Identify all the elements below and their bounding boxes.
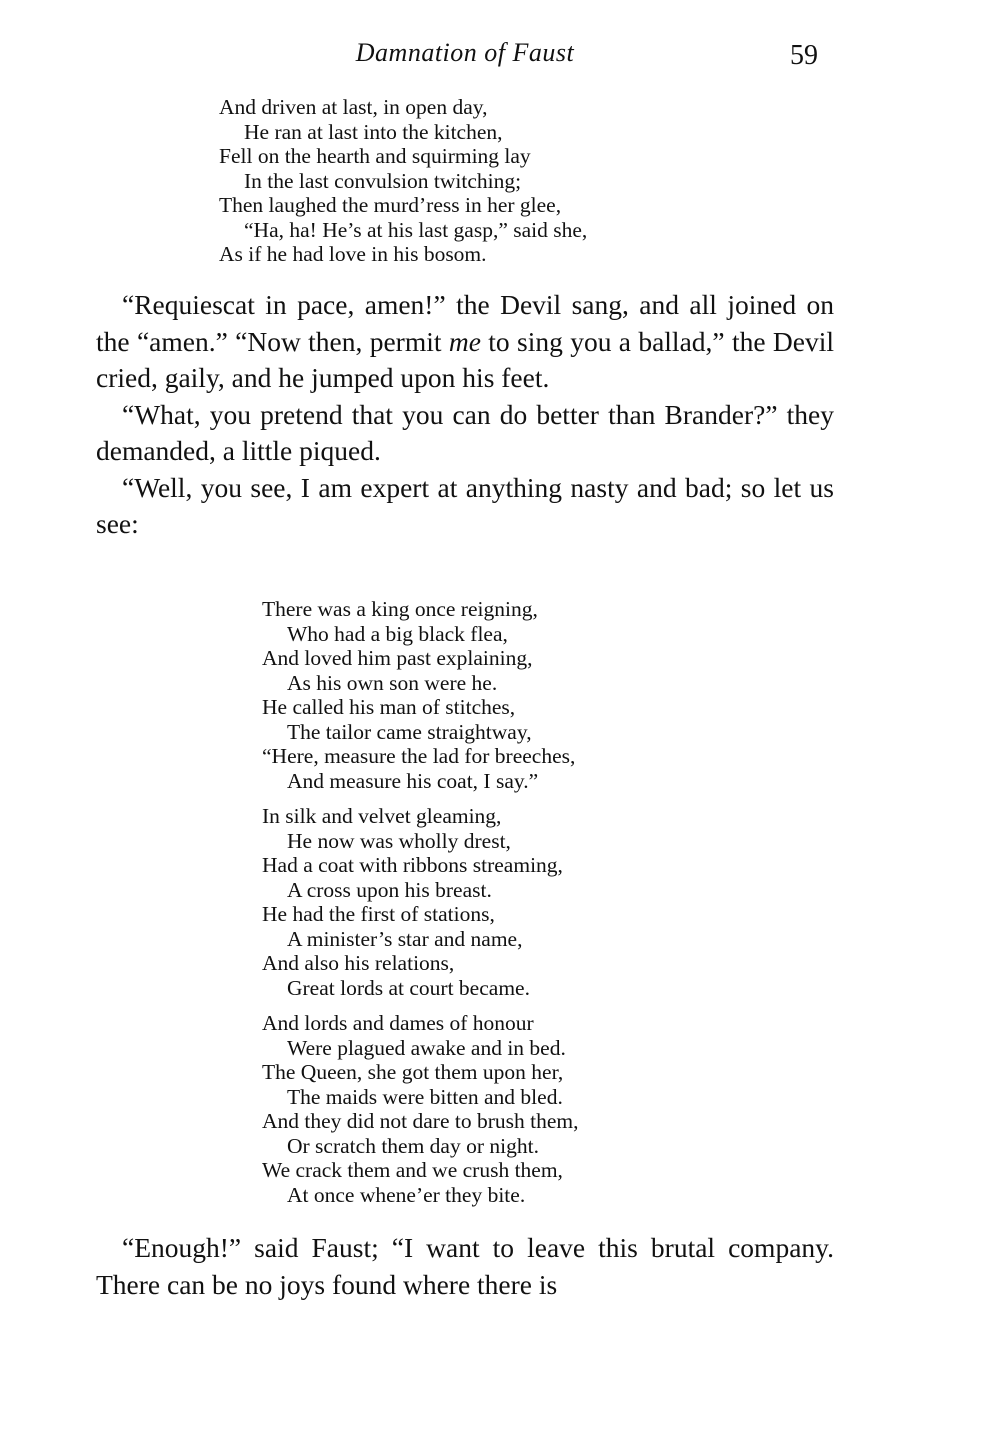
ballad-stanza <box>262 597 578 793</box>
verse-line: At once whene’er they bite. <box>287 1182 526 1207</box>
prose-paragraph: “Enough!” said Faust; “I want to leave this brutal company. There can be no joys found where there is <box>96 1232 834 1300</box>
ballad-stanza <box>262 804 578 1000</box>
prose-paragraph <box>96 287 834 397</box>
verse-line: He had the first of stations, <box>262 902 495 926</box>
verse-line: Or scratch them day or night. <box>287 1133 539 1158</box>
prose-emphasis: me <box>448 325 481 357</box>
ballad-stanza <box>262 1011 578 1207</box>
verse-line: And driven at last, in open day, <box>219 95 488 119</box>
verse-line: And measure his coat, I say.” <box>287 768 539 793</box>
verse-line: And also his relations, <box>262 951 455 975</box>
verse-line: The tailor came straightway, <box>287 719 532 744</box>
verse-line: And they did not dare to brush them, <box>262 1109 579 1133</box>
verse-line: As if he had love in his bosom. <box>219 242 487 266</box>
verse-line: A minister’s star and name, <box>287 926 523 951</box>
verse-line: He now was wholly drest, <box>287 828 511 853</box>
verse-line: Who had a big black flea, <box>287 621 508 646</box>
ballad-verse <box>262 597 578 1218</box>
verse-line: We crack them and we crush them, <box>262 1158 563 1182</box>
verse-line: As his own son were he. <box>287 670 498 695</box>
prose-paragraph: “What, you pretend that you can do better than Brander?” they demanded, a little piqued. <box>96 398 834 466</box>
verse-line: “Here, measure the lad for breeches, <box>262 744 576 768</box>
verse-line: And lords and dames of honour <box>262 1011 534 1035</box>
prose-block-2 <box>96 1230 834 1303</box>
prose-block-1 <box>96 287 834 543</box>
page-number: 59 <box>790 40 818 71</box>
prose-paragraph: “Well, you see, I am expert at anything nasty and bad; so let us see: <box>96 471 834 539</box>
prose-text: “Requiescat in pace, amen!” the Devil sang, and all joined on the “amen.” “Now then, permit <box>96 289 834 357</box>
verse-line: Then laughed the murd’ress in her glee, <box>219 193 562 217</box>
running-title: Damnation of Faust <box>355 38 575 67</box>
verse-line: A cross upon his breast. <box>287 877 492 902</box>
verse-line: He called his man of stitches, <box>262 695 516 719</box>
verse-line: He ran at last into the kitchen, <box>244 119 503 144</box>
verse-line: And loved him past explaining, <box>262 646 533 670</box>
verse-line: The maids were bitten and bled. <box>287 1084 563 1109</box>
verse-line: In the last convulsion twitching; <box>244 168 522 193</box>
verse-line: Great lords at court became. <box>287 975 530 1000</box>
prose-text: to sing you a ballad,” the Devil cried, gaily, and he jumped upon his feet. <box>96 325 834 393</box>
verse-line: Were plagued awake and in bed. <box>287 1035 566 1060</box>
verse-line: “Ha, ha! He’s at his last gasp,” said she, <box>244 217 588 242</box>
verse-line: Fell on the hearth and squirming lay <box>219 144 531 168</box>
verse-line: There was a king once reigning, <box>262 597 538 621</box>
verse-line: In silk and velvet gleaming, <box>262 804 502 828</box>
top-verse <box>219 95 587 267</box>
verse-line: The Queen, she got them upon her, <box>262 1060 564 1084</box>
verse-line: Had a coat with ribbons streaming, <box>262 853 563 877</box>
